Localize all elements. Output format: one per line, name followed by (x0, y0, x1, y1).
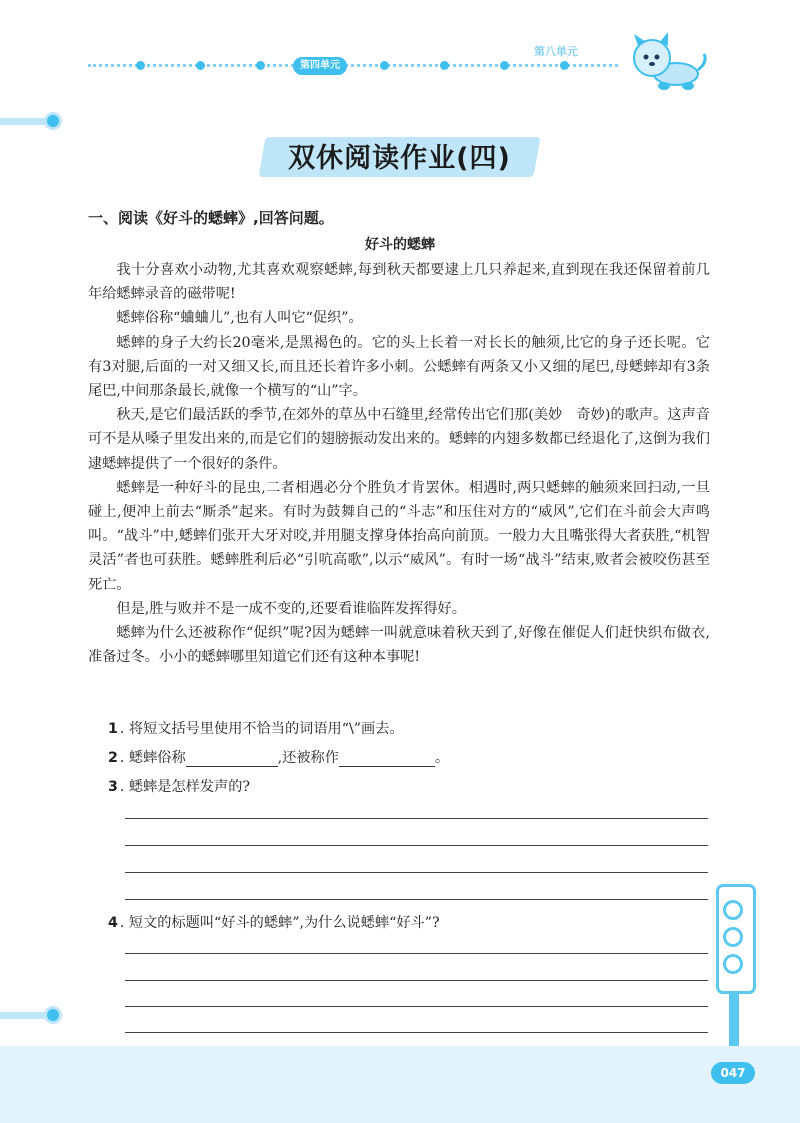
header-dot (136, 61, 145, 70)
answer-line[interactable] (125, 980, 708, 981)
question-text: . 蟋蟀是怎样发声的? (119, 779, 251, 795)
next-unit-label: 第八单元 (534, 45, 578, 58)
answer-line[interactable] (125, 845, 708, 846)
question-text: . 蟋蟀俗称 (119, 750, 186, 766)
header-dot (256, 61, 265, 70)
answer-blank[interactable] (339, 748, 435, 767)
header-dot (500, 61, 509, 70)
question-number: 3 (108, 779, 118, 795)
paragraph: 蟋蟀的身子大约长20毫米,是黑褐色的。它的头上长着一对长长的触须,比它的身子还长呢。它有3对腿,后面的一对又细又长,而且还长着许多小刺。公蟋蟀有两条又小又细的尾巴,母蟋蟀却有3条尾巴,中间那条最长,就像一个横写的“山”字。 (88, 334, 710, 400)
puppy-mascot-icon (624, 32, 708, 94)
header-dot (196, 61, 205, 70)
answer-line[interactable] (125, 953, 708, 954)
footer-band (0, 1046, 800, 1123)
story-passage (88, 258, 710, 669)
paragraph: 蟋蟀是一种好斗的昆虫,二者相遇必分个胜负才肯罢休。相遇时,两只蟋蟀的触须来回扫动,一旦碰上,便冲上前去“厮杀”起来。有时为鼓舞自己的“斗志”和压住对方的“威风”,它们在斗前会大声鸣叫。“战斗”中,蟋蟀们张开大牙对咬,并用腿支撑身体抬高向前顶。一般力大且嘴张得大者获胜,“机智灵活”者也可获胜。蟋蟀胜利后必“引吭高歌”,以示“威风”。有时一场“战斗”结束,败者会被咬伤甚至死亡。 (88, 479, 710, 593)
question-number: 1 (108, 721, 118, 737)
question-number: 2 (108, 750, 118, 766)
question-4 (108, 912, 440, 932)
question-text: 。 (434, 750, 450, 766)
question-text: . 短文的标题叫“好斗的蟋蟀”,为什么说蟋蟀“好斗”? (119, 915, 440, 931)
header-dot (380, 61, 389, 70)
question-2 (108, 747, 449, 767)
paragraph: 蟋蟀俗称“蛐蛐儿”,也有人叫它“促织”。 (116, 310, 363, 327)
answer-line[interactable] (125, 818, 708, 819)
answer-line[interactable] (125, 899, 708, 900)
answer-line[interactable] (125, 1006, 708, 1007)
traffic-light-pole (729, 991, 739, 1047)
paragraph: 我十分喜欢小动物,尤其喜欢观察蟋蟀,每到秋天都要逮上几只养起来,直到现在我还保留着前几年给蟋蟀录音的磁带呢! (88, 262, 710, 303)
question-text: ,还被称作 (277, 750, 339, 766)
answer-line[interactable] (125, 872, 708, 873)
answer-blank[interactable] (186, 748, 278, 767)
question-number: 4 (108, 915, 118, 931)
paragraph: 但是,胜与败并不是一成不变的,还要看谁临阵发挥得好。 (116, 600, 466, 617)
header-dot (560, 61, 569, 70)
paragraph: 蟋蟀为什么还被称作“促织”呢?因为蟋蟀一叫就意味着秋天到了,好像在催促人们赶快织布做衣,准备过冬。小小的蟋蟀哪里知道它们还有这种本事呢! (88, 625, 710, 666)
page-title: 双休阅读作业(四) (288, 143, 511, 174)
page-number: 047 (711, 1062, 755, 1084)
question-3 (108, 776, 250, 796)
rail-cap (44, 1006, 62, 1024)
current-unit-badge: 第四单元 (293, 57, 347, 75)
header-dot (440, 61, 449, 70)
traffic-light-lamp (723, 927, 743, 947)
rail-cap (44, 112, 62, 130)
paragraph: 秋天,是它们最活跃的季节,在郊外的草丛中石缝里,经常传出它们那(美妙 奇妙)的歌声。这声音可不是从嗓子里发出来的,而是它们的翅膀振动发出来的。蟋蟀的内翅多数都已经退化了,这倒为我们逮蟋蟀提供了一个很好的条件。 (88, 407, 710, 472)
question-text: . 将短文括号里使用不恰当的词语用“\”画去。 (119, 721, 404, 737)
story-title: 好斗的蟋蟀 (365, 237, 435, 253)
traffic-light-lamp (723, 954, 743, 974)
traffic-light-lamp (723, 900, 743, 920)
header-dotted-line (88, 64, 618, 71)
question-1 (108, 718, 404, 738)
section-heading: 一、阅读《好斗的蟋蟀》,回答问题。 (88, 209, 334, 227)
answer-line[interactable] (125, 1032, 708, 1033)
